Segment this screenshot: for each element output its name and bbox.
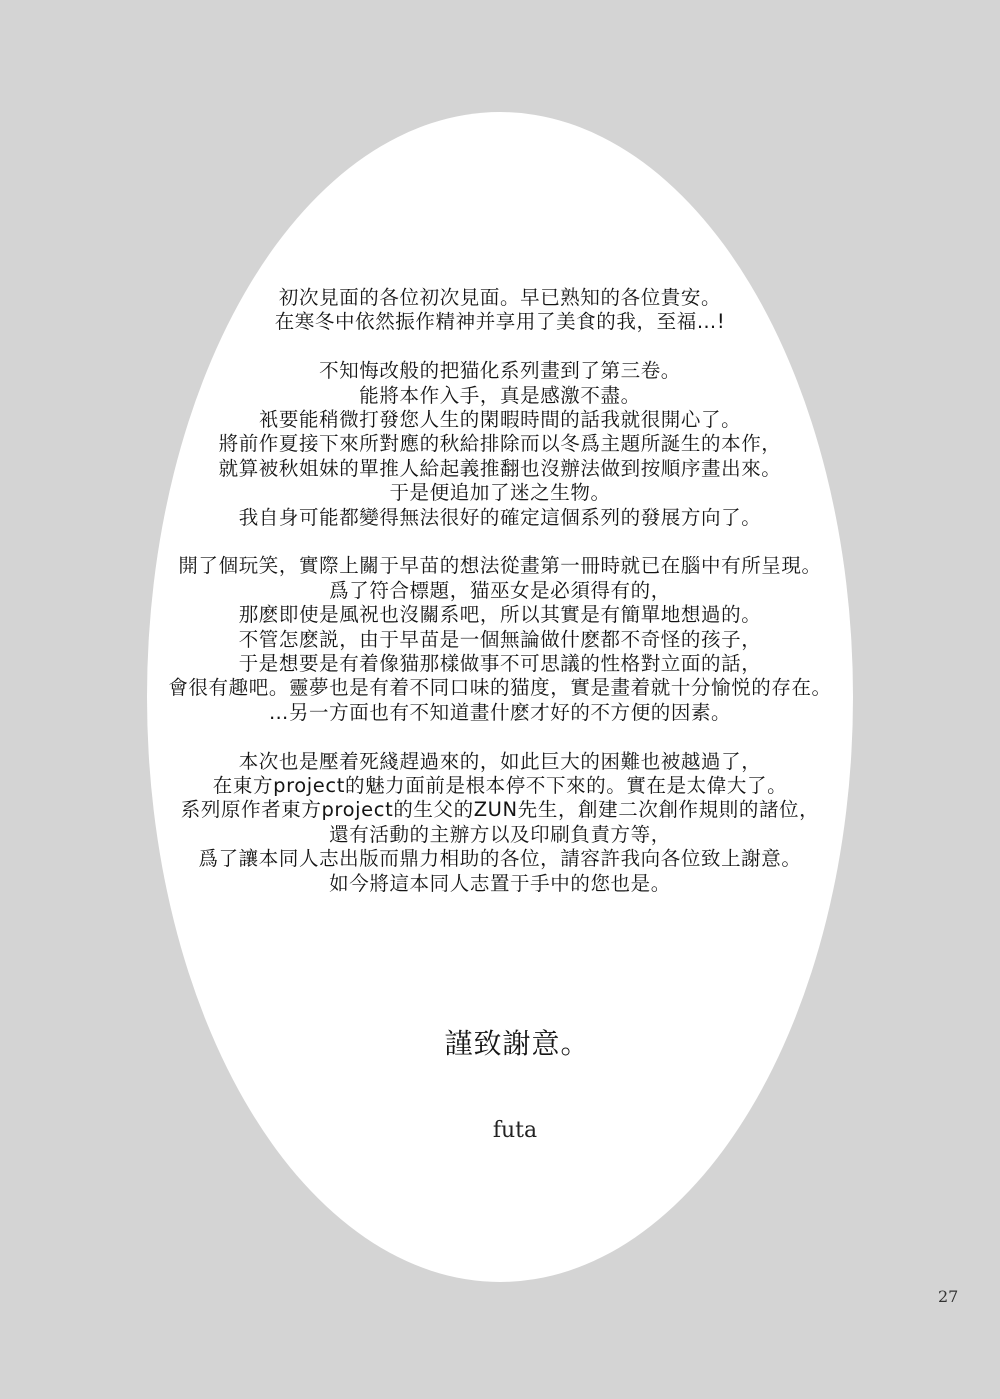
closing-thanks: 謹致謝意。 <box>444 1027 590 1060</box>
text-line: 那麽即使是風祝也沒關系吧，所以其實是有簡單地想過的。 <box>238 603 762 627</box>
text-line: 初次見面的各位初次見面。早已熟知的各位貴安。 <box>278 286 722 309</box>
text-line: 爲了讓本同人志出版而鼎力相助的各位，請容許我向各位致上謝意。 <box>198 847 802 871</box>
text-line: 系列原作者東方project的生父的ZUN先生，創建二次創作規則的諸位， <box>180 798 820 822</box>
text-line: 衹要能稍微打發您人生的閑暇時間的話我就很開心了。 <box>258 408 742 432</box>
text-line: 就算被秋姐妹的單推人給起義推翻也沒辦法做到按順序畫出來。 <box>218 456 782 480</box>
text-line: 爲了符合標題，猫巫女是必須得有的， <box>329 578 671 602</box>
text-line: 在寒冬中依然振作精神并享用了美食的我，至福…! <box>274 310 726 334</box>
text-line: 還有活動的主辦方以及印刷負責方等， <box>329 822 671 846</box>
text-line: 本次也是壓着死綫趕過來的，如此巨大的困難也被越過了， <box>238 749 762 773</box>
text-line: 不管怎麽説，由于早苗是一個無論做什麽都不奇怪的孩子， <box>238 627 762 651</box>
paragraph-3 <box>100 554 900 725</box>
text-line: …另一方面也有不知道畫什麽才好的不方便的因素。 <box>268 700 732 724</box>
text-line: 于是便追加了迷之生物。 <box>389 481 611 505</box>
paragraph-1 <box>100 286 900 335</box>
text-line: 會很有趣吧。靈夢也是有着不同口味的猫度，實是畫着就十分愉悦的存在。 <box>168 676 832 700</box>
text-line: 將前作夏接下來所對應的秋給排除而以冬爲主題所誕生的本作， <box>218 432 782 456</box>
paragraph-2 <box>100 359 900 530</box>
text-line: 于是想要是有着像猫那樣做事不可思議的性格對立面的話， <box>238 652 762 676</box>
text-line: 不知悔改般的把猫化系列畫到了第三卷。 <box>319 359 681 383</box>
text-line: 我自身可能都變得無法很好的確定這個系列的發展方向了。 <box>238 505 762 529</box>
text-line: 如今將這本同人志置于手中的您也是。 <box>329 871 671 895</box>
afterword-text <box>100 286 900 896</box>
paragraph-4 <box>100 750 900 896</box>
page-number: 27 <box>938 1287 959 1306</box>
author-signature: futa <box>492 1118 538 1143</box>
text-line: 在東方project的魅力面前是根本停不下來的。實在是太偉大了。 <box>212 774 788 798</box>
text-line: 能將本作入手，真是感激不盡。 <box>359 383 641 407</box>
text-line: 開了個玩笑，實際上關于早苗的想法從畫第一冊時就已在腦中有所呈現。 <box>178 554 822 578</box>
